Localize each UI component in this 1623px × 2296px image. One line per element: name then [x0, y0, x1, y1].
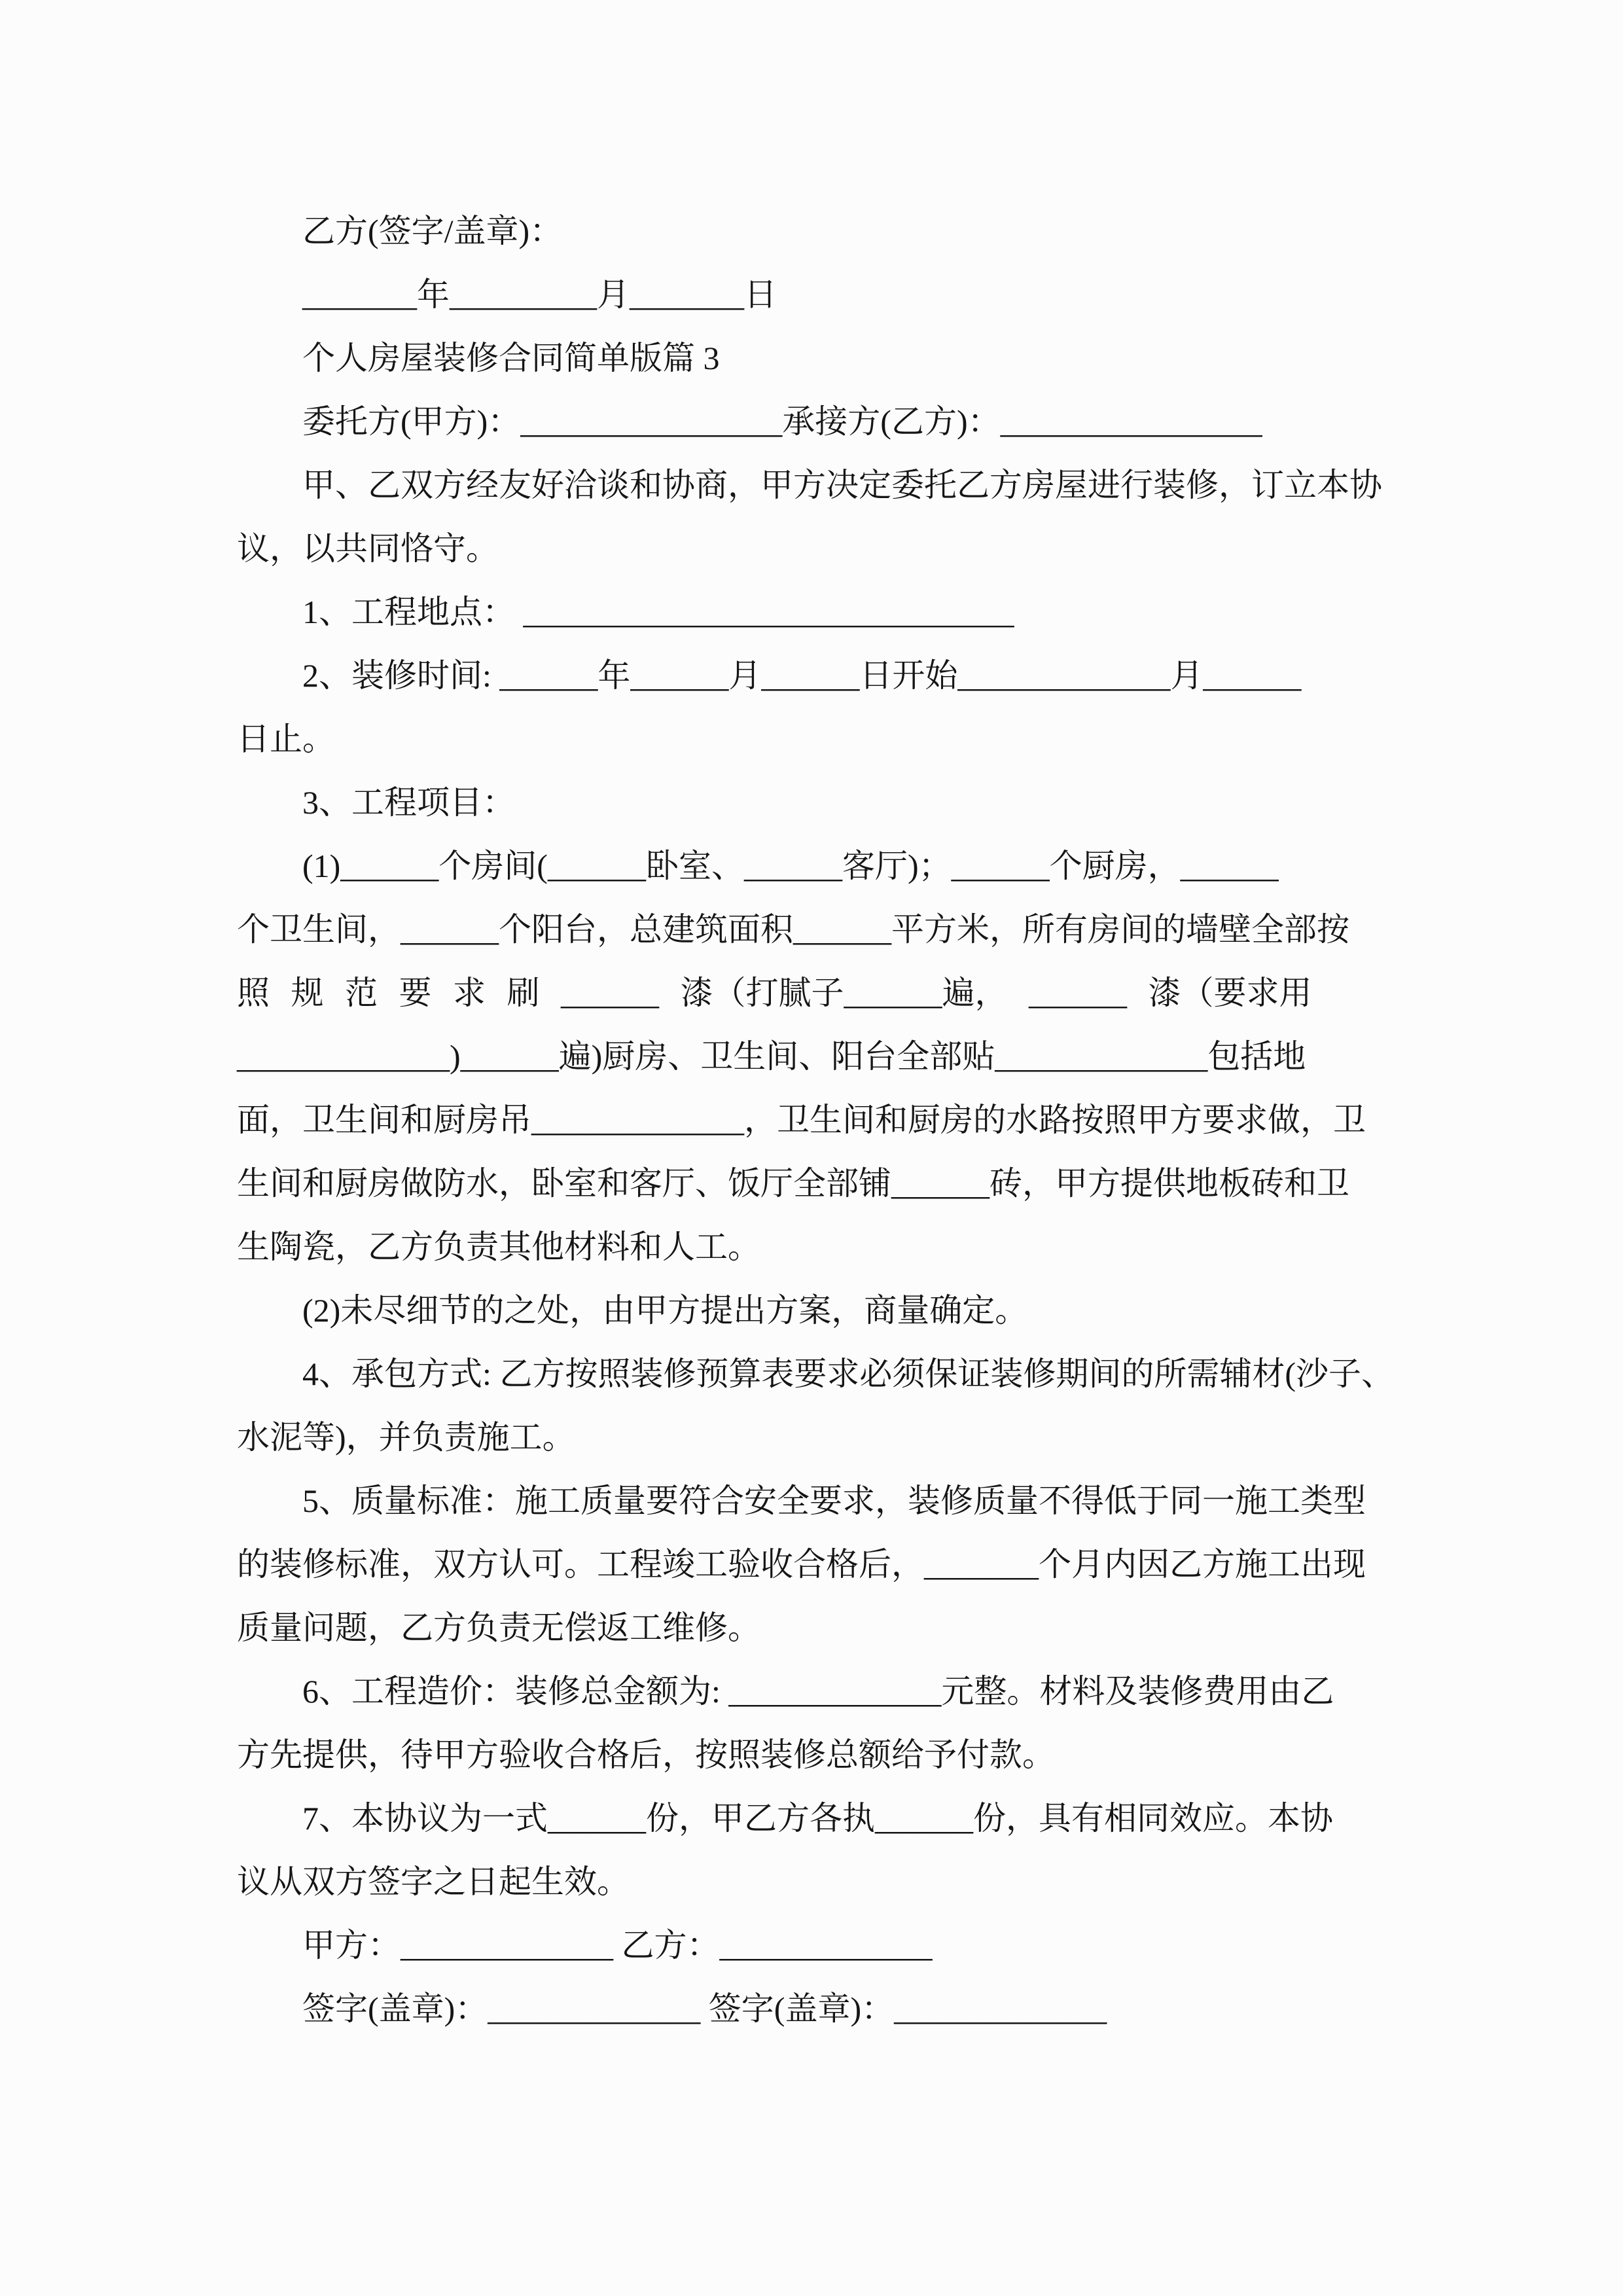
- item-7-copies-line-2: 议从双方签字之日起生效。: [237, 1863, 630, 1900]
- item-3-detail-line-1: (1)______个房间(______卧室、______客厅)；______个厨房，______: [302, 848, 1279, 884]
- item-3-detail-line-2: 个卫生间，______个阳台，总建筑面积______平方米，所有房间的墙壁全部按: [237, 911, 1349, 948]
- parties-line: 委托方(甲方)：________________承接方(乙方)：________________: [302, 403, 1262, 440]
- item-3-note-line: (2)未尽细节的之处，由甲方提出方案，商量确定。: [302, 1292, 1028, 1329]
- signature-parties-line: 甲方：_____________ 乙方：_____________: [302, 1927, 933, 1964]
- item-5-quality-standard-line-3: 质量问题，乙方负责无偿返工维修。: [237, 1609, 760, 1646]
- item-2-renovation-time-line-2: 日止。: [237, 721, 335, 757]
- item-2-renovation-time-line-1: 2、装修时间: ______年______月______日开始_____________月______: [302, 657, 1302, 694]
- item-1-project-location: 1、工程地点： ______________________________: [302, 594, 1014, 630]
- item-3-detail-line-5: 面，卫生间和厨房吊_____________，卫生间和厨房的水路按照甲方要求做，卫: [237, 1102, 1366, 1138]
- item-3-detail-line-7: 生陶瓷，乙方负责其他材料和人工。: [237, 1229, 760, 1265]
- item-5-quality-standard-line-2: 的装修标准，双方认可。工程竣工验收合格后，_______个月内因乙方施工出现: [237, 1546, 1366, 1583]
- item-7-copies-line-1: 7、本协议为一式______份，甲乙方各执______份，具有相同效应。本协: [302, 1800, 1333, 1837]
- date-blank-line: _______年_________月_______日: [302, 276, 777, 313]
- item-5-quality-standard-line-1: 5、质量标准：施工质量要符合安全要求，装修质量不得低于同一施工类型: [302, 1482, 1366, 1519]
- item-4-contract-method-line-1: 4、承包方式: 乙方按照装修预算表要求必须保证装修期间的所需辅材(沙子、: [302, 1355, 1395, 1392]
- item-3-detail-line-6: 生间和厨房做防水，卧室和客厅、饭厅全部铺______砖，甲方提供地板砖和卫: [237, 1165, 1349, 1202]
- item-3-detail-line-3: 照 规 范 要 求 刷 ______ 漆（打腻子______遍， ______ 漆（要求用: [237, 975, 1312, 1011]
- item-4-contract-method-line-2: 水泥等)，并负责施工。: [237, 1419, 575, 1456]
- section-title: 个人房屋装修合同简单版篇 3: [302, 340, 720, 376]
- signature-seal-line: 签字(盖章)：_____________ 签字(盖章)：_____________: [302, 1990, 1107, 2027]
- intro-line-2: 议，以共同恪守。: [237, 530, 499, 567]
- contract-document: [237, 200, 1395, 2041]
- item-3-detail-line-4: _____________)______遍)厨房、卫生间、阳台全部贴_____________包括地: [237, 1038, 1306, 1075]
- intro-line-1: 甲、乙双方经友好洽谈和协商，甲方决定委托乙方房屋进行装修，订立本协: [302, 467, 1382, 503]
- party-b-sign-label: 乙方(签字/盖章)：: [302, 213, 563, 249]
- item-3-project-items-heading: 3、工程项目：: [302, 784, 515, 821]
- item-6-project-cost-line-2: 方先提供，待甲方验收合格后，按照装修总额给予付款。: [237, 1736, 1055, 1773]
- item-6-project-cost-line-1: 6、工程造价：装修总金额为: _____________元整。材料及装修费用由乙: [302, 1673, 1334, 1710]
